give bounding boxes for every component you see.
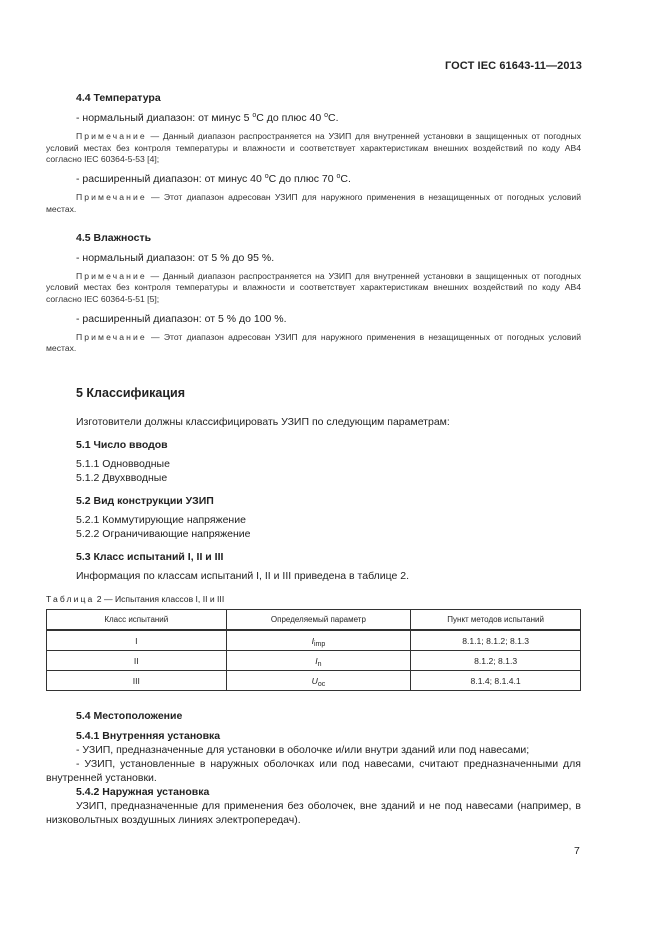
param-subscript: n <box>317 660 322 668</box>
note-label: Примечание <box>76 331 147 342</box>
humidity-normal-range: - нормальный диапазон: от 5 % до 95 %. <box>76 251 275 264</box>
table-cell-class: I <box>47 630 227 651</box>
degree-symbol: o <box>324 112 329 119</box>
table-cell-param <box>226 630 411 651</box>
note-text: — Данный диапазон распространяется на УЗИП для внутренней установки в защищенных от погодных условий местах без контроля температуры и влажности и соответствует характеристикам внешних воздействий по коду АВ4 согласно IEC 60364-5-53 [4]; <box>46 131 581 165</box>
test-classes-table <box>46 609 581 691</box>
item-5-1-1: 5.1.1 Одновводные <box>76 458 170 471</box>
temp-normal-range <box>46 111 581 125</box>
table-cell-ref: 8.1.2; 8.1.3 <box>411 651 581 671</box>
note-text: — Данный диапазон распространяется на УЗИП для внутренней установки в защищенных от погодных условий местах без контроля температуры и влажности и соответствует характеристикам внешних воздействий по коду АВ4 согласно IEC 60364-5-51 [5]; <box>46 270 581 304</box>
note-text: — Этот диапазон адресован УЗИП для наружного применения в незащищенных от погодных условий местах. <box>46 192 581 214</box>
indoor-item-b: - УЗИП, установленные в наружных оболочках или под навесами, считают предназначенными для внутренней установки. <box>46 758 581 785</box>
temp-extended-range <box>46 172 581 186</box>
param-symbol: I <box>311 635 314 646</box>
table-cell-class: III <box>47 671 227 691</box>
note-text: — Этот диапазон адресован УЗИП для наружного применения в незащищенных от погодных условий местах. <box>46 331 581 354</box>
temp-normal-text: С до плюс 40 <box>256 112 325 124</box>
table-caption-label: Таблица <box>46 594 95 605</box>
table-cell-param <box>226 671 411 691</box>
section-5-2-title: 5.2 Вид конструкции УЗИП <box>76 495 214 508</box>
indoor-item-a: - УЗИП, предназначенные для установки в оболочке и/или внутри зданий или под навесами; <box>76 744 530 757</box>
temp-normal-text: - нормальный диапазон: от минус 5 <box>76 112 253 124</box>
page-number: 7 <box>574 845 580 857</box>
table-header-cell: Определяемый параметр <box>226 610 411 631</box>
temp-note-1 <box>46 131 581 166</box>
table-cell-class: II <box>47 651 227 671</box>
table-caption <box>46 593 581 605</box>
section-5-4-2-title: 5.4.2 Наружная установка <box>76 786 210 799</box>
section-5-4-1-title: 5.4.1 Внутренняя установка <box>76 730 221 743</box>
table-header-row <box>47 610 581 631</box>
section-5-3-title: 5.3 Класс испытаний I, II и III <box>76 551 224 564</box>
table-header-cell: Класс испытаний <box>47 610 227 631</box>
document-standard-number: ГОСТ IEC 61643-11—2013 <box>444 60 582 72</box>
note-label: Примечание <box>76 192 147 203</box>
temp-normal-text: С. <box>328 112 339 124</box>
humidity-extended-range: - расширенный диапазон: от 5 % до 100 %. <box>76 312 287 325</box>
temp-ext-text: С до плюс 70 <box>268 173 337 186</box>
item-5-1-2: 5.1.2 Двухвводные <box>76 472 168 485</box>
section-5-3-text: Информация по классам испытаний I, II и III приведена в таблице 2. <box>76 570 410 583</box>
humidity-note-2 <box>46 332 581 355</box>
temp-ext-text: С. <box>340 173 351 186</box>
humidity-note-1 <box>46 271 581 306</box>
param-symbol: U <box>311 675 318 686</box>
note-label: Примечание <box>76 270 147 281</box>
degree-symbol: o <box>264 173 269 181</box>
outdoor-text: УЗИП, предназначенные для применения без оболочек, вне зданий и не под навесами (например, в низковольтных воздушных линиях электропередач). <box>46 800 581 827</box>
table-header-cell: Пункт методов испытаний <box>411 610 581 631</box>
table-cell-param <box>226 651 411 671</box>
section-4-5-title: 4.5 Влажность <box>76 231 152 244</box>
table-row <box>47 671 581 691</box>
degree-symbol: o <box>252 112 257 119</box>
table-row <box>47 630 581 651</box>
table-cell-ref: 8.1.4; 8.1.4.1 <box>411 671 581 691</box>
table-row <box>47 651 581 671</box>
table-cell-ref: 8.1.1; 8.1.2; 8.1.3 <box>411 630 581 651</box>
item-5-2-2: 5.2.2 Ограничивающие напряжение <box>76 528 251 541</box>
param-subscript: oc <box>317 680 326 688</box>
param-subscript: imp <box>313 640 326 648</box>
section-5-1-title: 5.1 Число вводов <box>76 439 168 452</box>
section-4-4-title: 4.4 Температура <box>76 92 161 104</box>
degree-symbol: o <box>336 173 341 181</box>
item-5-2-1: 5.2.1 Коммутирующие напряжение <box>76 514 246 527</box>
section-5-4-title: 5.4 Местоположение <box>76 710 183 723</box>
temp-note-2 <box>46 192 581 215</box>
note-label: Примечание <box>76 131 147 141</box>
classification-intro: Изготовители должны классифицировать УЗИП по следующим параметрам: <box>76 416 450 429</box>
param-symbol: I <box>315 655 318 666</box>
section-5-title: 5 Классификация <box>76 386 186 401</box>
table-caption-text: 2 — Испытания классов I, II и III <box>94 594 225 605</box>
page-content <box>46 91 581 827</box>
temp-ext-text: - расширенный диапазон: от минус 40 <box>76 173 265 186</box>
